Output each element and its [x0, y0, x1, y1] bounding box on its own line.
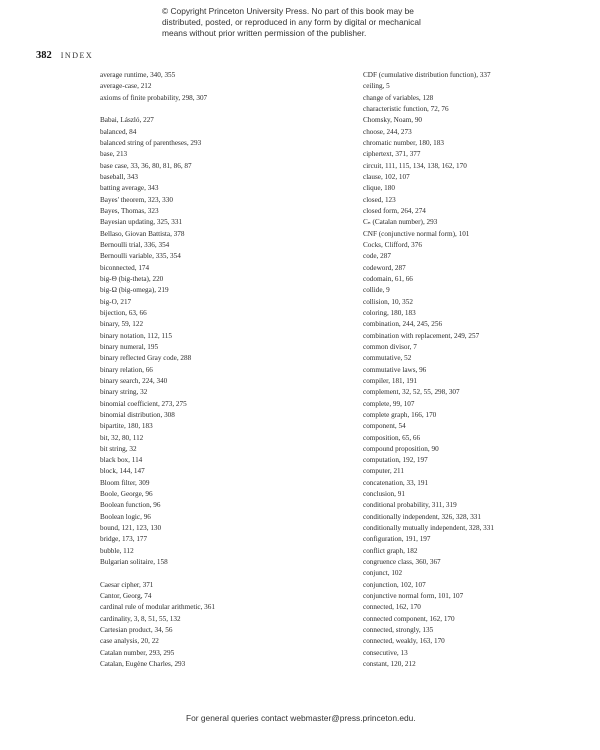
index-entry: Chomsky, Noam, 90 — [363, 116, 423, 125]
index-entry: closed form, 264, 274 — [363, 206, 426, 215]
index-entry: consecutive, 13 — [363, 648, 408, 657]
index-entry: connected, 162, 170 — [363, 603, 421, 612]
index-entry: block, 144, 147 — [100, 467, 145, 476]
index-entry: big-Ω (big-omega), 219 — [100, 286, 169, 295]
footer-contact: For general queries contact webmaster@press.princeton.edu. — [186, 713, 416, 723]
index-entry: bijection, 63, 66 — [100, 308, 147, 317]
index-entry: baseball, 343 — [100, 172, 138, 181]
index-entry: black box, 114 — [100, 456, 143, 465]
index-entry: code, 287 — [363, 252, 391, 261]
index-entry: Bloom filter, 309 — [100, 478, 150, 487]
index-letter-gap — [100, 568, 335, 579]
index-entry: base, 213 — [100, 150, 128, 159]
index-entry: bit string, 32 — [100, 444, 137, 453]
index-entry: choose, 244, 273 — [363, 127, 412, 136]
index-entry: conjunction, 102, 107 — [363, 580, 426, 589]
index-entry: chromatic number, 180, 183 — [363, 138, 444, 147]
index-entry: Cartesian product, 34, 56 — [100, 626, 173, 635]
index-entry: bubble, 112 — [100, 546, 134, 555]
index-entry: conditionally mutually independent, 328, 331 — [363, 524, 494, 533]
index-entry: ceiling, 5 — [363, 82, 390, 91]
index-entry: conflict graph, 182 — [363, 546, 418, 555]
copyright-line: means without prior written permission of the publisher. — [162, 28, 367, 38]
index-entry: balanced string of parentheses, 293 — [100, 138, 202, 147]
index-entry: CDF (cumulative distribution function), 337 — [363, 71, 491, 79]
index-entry: concatenation, 33, 191 — [363, 478, 429, 487]
index-entry: binary search, 224, 340 — [100, 376, 168, 385]
index-column-right — [363, 70, 583, 670]
index-entry: binomial coefficient, 273, 275 — [100, 399, 187, 408]
index-entry: Cₙ (Catalan number), 293 — [363, 218, 438, 227]
index-entry: Cocks, Clifford, 376 — [363, 240, 422, 249]
index-entry: ciphertext, 371, 377 — [363, 150, 421, 159]
index-entry: clause, 102, 107 — [363, 172, 410, 181]
index-entry: bridge, 173, 177 — [100, 535, 148, 544]
index-entry: Catalan number, 293, 295 — [100, 648, 175, 657]
page-number: 382 — [36, 50, 52, 61]
index-column-left — [100, 70, 335, 670]
copyright-line: © Copyright Princeton University Press. No part of this book may be — [162, 6, 414, 16]
index-entry: bipartite, 180, 183 — [100, 422, 153, 431]
index-entry: characteristic function, 72, 76 — [363, 104, 449, 113]
index-entry: component, 54 — [363, 422, 406, 431]
index-entry: combination, 244, 245, 256 — [363, 320, 443, 329]
index-entry: Babai, László, 227 — [100, 116, 154, 125]
index-entry: computation, 192, 197 — [363, 456, 428, 465]
index-entry: connected, weakly, 163, 170 — [363, 637, 445, 646]
index-entry: big-Θ (big-theta), 220 — [100, 274, 164, 283]
index-entry: complete, 99, 107 — [363, 399, 415, 408]
index-entry: base case, 33, 36, 80, 81, 86, 87 — [100, 161, 192, 170]
index-entry: conclusion, 91 — [363, 490, 405, 499]
index-entry: binary notation, 112, 115 — [100, 331, 172, 340]
index-entry: balanced, 84 — [100, 127, 137, 136]
index-entry: congruence class, 360, 367 — [363, 558, 441, 567]
index-entry: compound proposition, 90 — [363, 444, 439, 453]
index-entry: conjunctive normal form, 101, 107 — [363, 592, 464, 601]
running-head: INDEX — [60, 51, 94, 60]
index-entry: Cantor, Georg, 74 — [100, 592, 152, 601]
index-entry: compiler, 181, 191 — [363, 376, 418, 385]
index-entry: conditionally independent, 326, 328, 331 — [363, 512, 481, 521]
index-entry: codomain, 61, 66 — [363, 274, 413, 283]
index-entry: binary string, 32 — [100, 388, 148, 397]
index-entry: cardinality, 3, 8, 51, 55, 132 — [100, 614, 181, 623]
index-entry: Bulgarian solitaire, 158 — [100, 558, 168, 567]
index-entry: axioms of finite probability, 298, 307 — [100, 93, 208, 102]
index-entry: bit, 32, 80, 112 — [100, 433, 144, 442]
index-letter-gap — [100, 104, 335, 115]
index-entry: collide, 9 — [363, 286, 390, 295]
index-entry: connected component, 162, 170 — [363, 614, 455, 623]
index-entry: commutative, 52 — [363, 354, 412, 363]
index-entry: binomial distribution, 308 — [100, 410, 175, 419]
copyright-line: distributed, posted, or reproduced in any form by digital or mechanical — [162, 17, 421, 27]
index-entry: change of variables, 128 — [363, 93, 434, 102]
index-entry: CNF (conjunctive normal form), 101 — [363, 229, 470, 238]
index-entry: Bayesian updating, 325, 331 — [100, 218, 183, 227]
index-entry: Bayes' theorem, 323, 330 — [100, 195, 173, 204]
index-entry: closed, 123 — [363, 195, 396, 204]
copyright-notice — [162, 6, 452, 39]
index-entry: Caesar cipher, 371 — [100, 580, 154, 589]
index-entry: case analysis, 20, 22 — [100, 637, 159, 646]
index-entry: collision, 10, 352 — [363, 297, 413, 306]
index-entry: binary numeral, 195 — [100, 342, 159, 351]
index-entry: complement, 32, 52, 55, 298, 307 — [363, 388, 460, 397]
index-entry: average runtime, 340, 355 — [100, 71, 176, 79]
index-entry: clique, 180 — [363, 184, 395, 193]
index-entry: conditional probability, 311, 319 — [363, 501, 457, 510]
index-entry: common divisor, 7 — [363, 342, 417, 351]
index-entry: Boole, George, 96 — [100, 490, 153, 499]
index-entry: conjunct, 102 — [363, 569, 403, 578]
index-entry: Bernoulli variable, 335, 354 — [100, 252, 181, 261]
index-entry: circuit, 111, 115, 134, 138, 162, 170 — [363, 161, 467, 170]
index-entry: Boolean function, 96 — [100, 501, 161, 510]
index-entry: computer, 211 — [363, 467, 404, 476]
index-entry: binary relation, 66 — [100, 365, 153, 374]
index-entry: complete graph, 166, 170 — [363, 410, 437, 419]
index-entry: connected, strongly, 135 — [363, 626, 434, 635]
index-entry: binary, 59, 122 — [100, 320, 144, 329]
index-entry: commutative laws, 96 — [363, 365, 427, 374]
index-entry: batting average, 343 — [100, 184, 159, 193]
index-entry: constant, 120, 212 — [363, 660, 416, 669]
index-entry: binary reflected Gray code, 288 — [100, 354, 192, 363]
index-entry: codeword, 287 — [363, 263, 406, 272]
index-entry: average-case, 212 — [100, 82, 152, 91]
index-entry: biconnected, 174 — [100, 263, 150, 272]
index-entry: Bellaso, Giovan Battista, 378 — [100, 229, 185, 238]
index-entry: coloring, 180, 183 — [363, 308, 416, 317]
index-entry: Boolean logic, 96 — [100, 512, 151, 521]
index-entry: configuration, 191, 197 — [363, 535, 431, 544]
index-entry: big-O, 217 — [100, 297, 132, 306]
index-entry: Bayes, Thomas, 323 — [100, 206, 159, 215]
index-entry: Bernoulli trial, 336, 354 — [100, 240, 170, 249]
index-entry: composition, 65, 66 — [363, 433, 421, 442]
page-header — [36, 45, 93, 63]
index-entry: bound, 121, 123, 130 — [100, 524, 162, 533]
index-entry: combination with replacement, 249, 257 — [363, 331, 480, 340]
index-entry: cardinal rule of modular arithmetic, 361 — [100, 603, 215, 612]
index-entry: Catalan, Eugène Charles, 293 — [100, 660, 186, 669]
